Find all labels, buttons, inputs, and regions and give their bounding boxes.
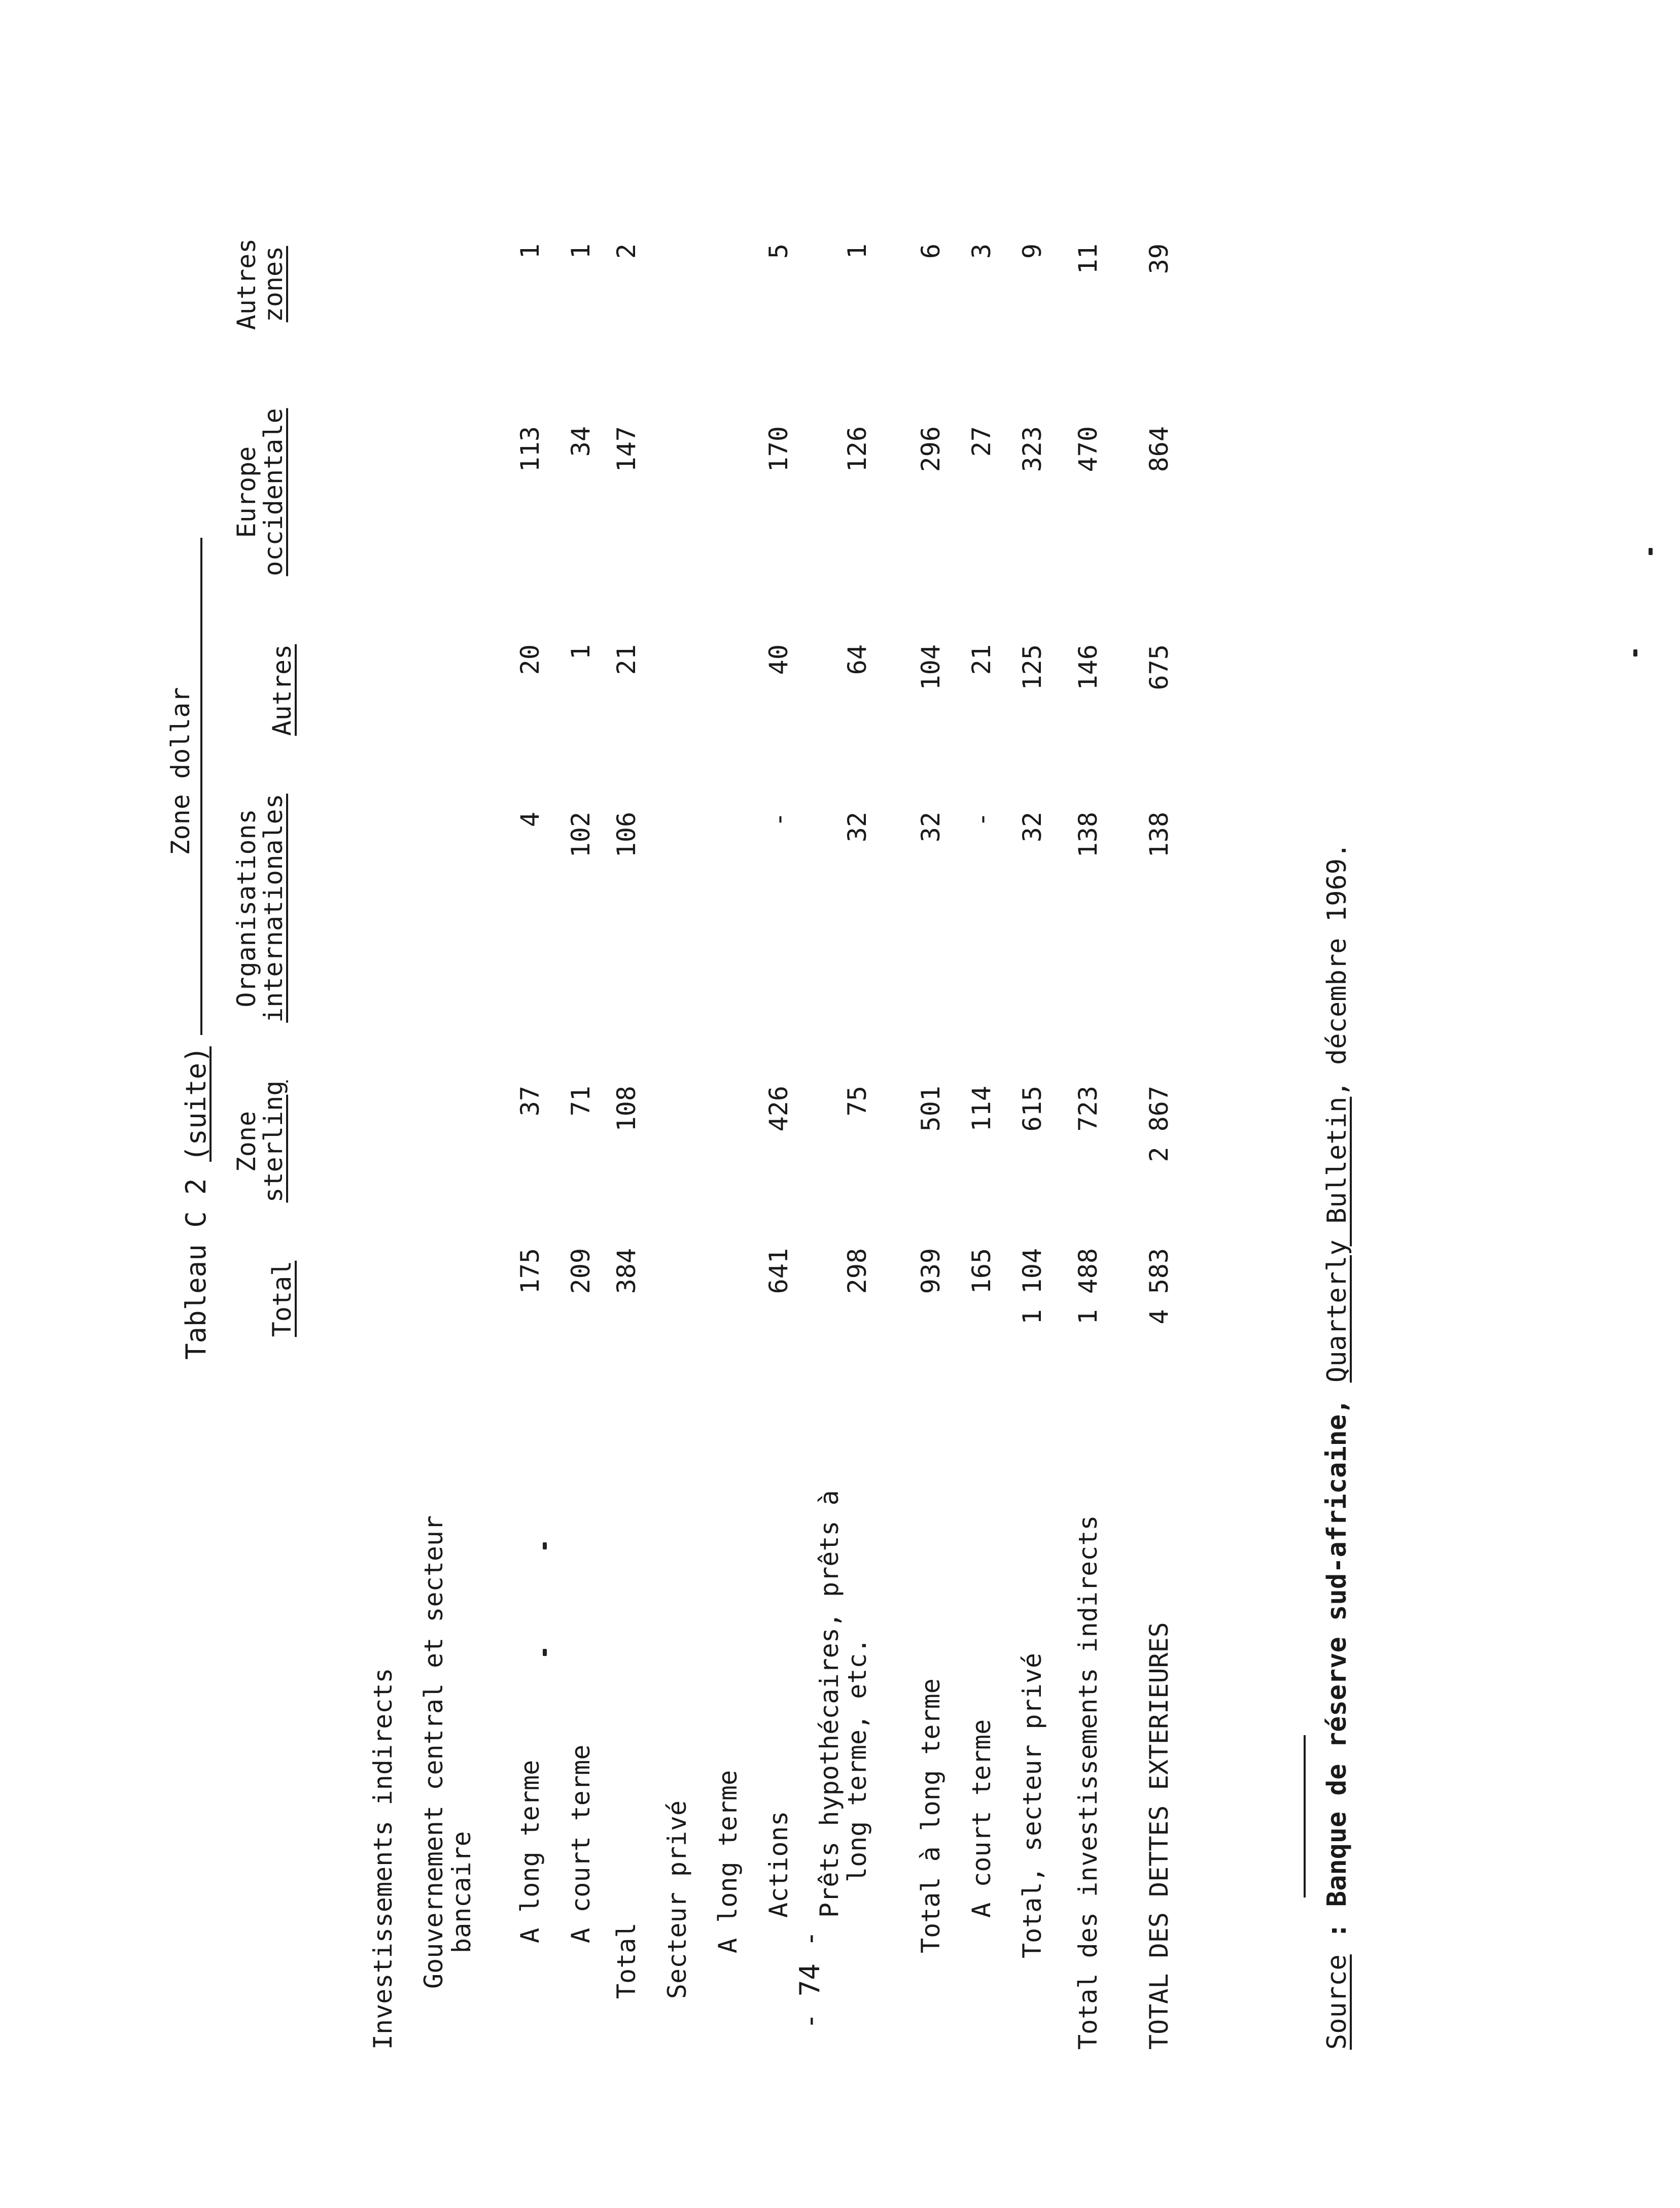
row-label: Total, secteur privé	[1018, 1652, 1047, 1958]
table-cell: 138	[1144, 812, 1174, 858]
table-cell: 108	[612, 1086, 641, 1132]
table-cell: 9	[1018, 244, 1047, 259]
row-label: A court terme	[967, 1719, 996, 1918]
table-cell: 32	[1018, 812, 1047, 843]
header-org	[233, 781, 287, 1035]
table-cell: 75	[843, 1086, 872, 1117]
table-cell: 3	[967, 244, 996, 259]
table-cell: 34	[566, 426, 596, 457]
table-cell: 641	[764, 1248, 793, 1294]
table-cell: 1	[843, 244, 872, 259]
header-europe	[233, 396, 287, 589]
table-cell: 175	[515, 1248, 545, 1294]
row-label: Secteur privé	[662, 1800, 692, 1999]
table-cell: 165	[967, 1248, 996, 1294]
table-cell: 5	[764, 244, 793, 259]
table-cell: 1	[515, 244, 545, 259]
header-autres-zones	[233, 233, 287, 335]
row-label: Actions	[764, 1811, 793, 1918]
table-cell: 102	[566, 812, 596, 858]
table-cell: 384	[612, 1248, 641, 1294]
table-cell: 864	[1144, 426, 1174, 472]
table-cell: 138	[1073, 812, 1103, 858]
table-cell: 32	[843, 812, 872, 843]
header-org-line2: internationales	[258, 794, 288, 1023]
table-cell: 723	[1073, 1086, 1103, 1132]
table-cell: 71	[566, 1086, 596, 1117]
table-cell: 37	[515, 1086, 545, 1117]
row-label: Prêts hypothécaires, prêts à	[815, 1490, 844, 1918]
source-text1: : Banque de réserve sud-africaine,	[1322, 1383, 1352, 1955]
row-label: A long terme	[515, 1760, 545, 1943]
table-cell: 209	[566, 1248, 596, 1294]
table-cell: 296	[916, 426, 946, 472]
header-dollar-group	[167, 568, 194, 974]
table-cell: 2	[612, 244, 641, 259]
table-cell: 11	[1073, 244, 1103, 274]
table-cell: 146	[1073, 644, 1103, 691]
table-cell: 170	[764, 426, 793, 472]
table-cell: 1 488	[1073, 1248, 1103, 1325]
table-cell: 323	[1018, 426, 1047, 472]
row-label-continuation: bancaire	[447, 1831, 476, 1953]
page-number: - 74 -	[794, 1930, 826, 2029]
source-text2: , décembre 1969.	[1322, 842, 1352, 1097]
table-cell: 4 583	[1144, 1248, 1174, 1325]
table-cell: 27	[967, 426, 996, 457]
source-publication: Quarterly Bulletin	[1322, 1096, 1352, 1383]
source-rule	[1304, 1735, 1306, 1898]
source-label: Source	[1322, 1954, 1352, 2050]
table-cell: 675	[1144, 644, 1174, 691]
table-cell: 147	[612, 426, 641, 472]
dollar-group-rule	[200, 538, 202, 1035]
table-cell: 21	[967, 644, 996, 675]
title-text: Tableau C 2	[180, 1161, 212, 1360]
row-label: Total à long terme	[916, 1678, 946, 1953]
header-total	[269, 1248, 296, 1350]
table-cell: 615	[1018, 1086, 1047, 1132]
table-cell: 1	[566, 644, 596, 660]
scan-mark	[1633, 649, 1637, 657]
title-suite: (suite)	[180, 1046, 212, 1162]
scan-mark	[1649, 548, 1653, 555]
scan-mark	[543, 1542, 547, 1549]
header-autres-zones-line1: Autres	[232, 238, 261, 330]
table-cell: 113	[515, 426, 545, 472]
row-label: Total	[612, 1922, 641, 1999]
table-cell: 106	[612, 812, 641, 858]
header-autres-label: Autres	[267, 644, 297, 736]
header-dollar-label: Zone dollar	[166, 687, 195, 855]
row-label: Investissements indirects	[368, 1668, 398, 2050]
header-autres	[269, 629, 296, 751]
table-cell: 1	[566, 244, 596, 259]
header-europe-line1: Europe	[232, 446, 261, 538]
table-cell: 125	[1018, 644, 1047, 691]
header-sterling	[233, 1076, 287, 1208]
table-cell: 104	[916, 644, 946, 691]
table-cell: 298	[843, 1248, 872, 1294]
table-title	[180, 1046, 212, 1360]
table-cell: 114	[967, 1086, 996, 1132]
table-cell: 426	[764, 1086, 793, 1132]
table-cell: 1 104	[1018, 1248, 1047, 1325]
table-cell: 4	[515, 812, 545, 827]
source-note	[1324, 843, 1350, 2050]
header-org-line1: Organisations	[232, 809, 261, 1008]
header-autres-zones-line2: zones	[258, 246, 288, 323]
scan-mark	[543, 1649, 547, 1656]
header-europe-line2: occidentale	[258, 408, 288, 576]
rotated-page	[152, 71, 1623, 2050]
row-label: TOTAL DES DETTES EXTERIEURES	[1144, 1622, 1174, 2050]
header-sterling-line1: Zone	[232, 1111, 261, 1172]
row-label-continuation: long terme, etc.	[843, 1638, 872, 1882]
table-cell: 6	[916, 244, 946, 259]
header-sterling-line2: sterling	[258, 1080, 288, 1203]
table-cell: 126	[843, 426, 872, 472]
row-label: Total des investissements indirects	[1073, 1515, 1103, 2050]
table-cell: -	[967, 812, 996, 827]
table-cell: 39	[1144, 244, 1174, 274]
row-label: A long terme	[713, 1770, 743, 1953]
table-cell: 64	[843, 644, 872, 675]
row-label: A court terme	[566, 1744, 596, 1943]
table-cell: 21	[612, 644, 641, 675]
header-total-label: Total	[267, 1260, 297, 1337]
row-label: Gouvernement central et secteur	[419, 1515, 448, 1989]
table-cell: 470	[1073, 426, 1103, 472]
table-cell: 501	[916, 1086, 946, 1132]
table-cell: 32	[916, 812, 946, 843]
table-cell: 2 867	[1144, 1086, 1174, 1162]
table-cell: 939	[916, 1248, 946, 1294]
table-cell: 20	[515, 644, 545, 675]
table-cell: 40	[764, 644, 793, 675]
table-cell: -	[764, 812, 793, 827]
